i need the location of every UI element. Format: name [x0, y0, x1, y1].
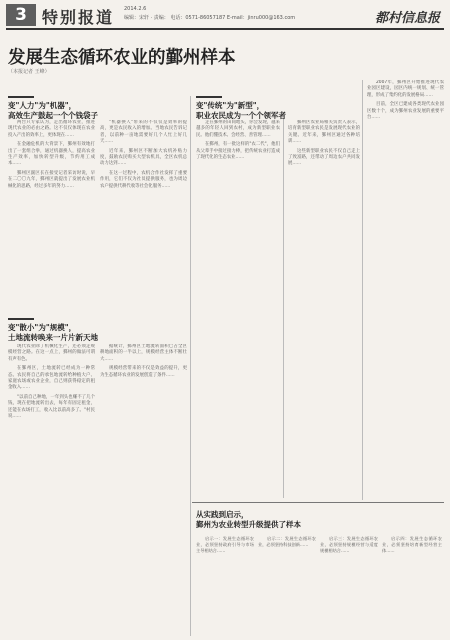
paragraph: 启示三：发展生态循环农业，必须坚持规模经营与适度规模相结合……: [320, 536, 378, 553]
paragraph: 鄞州区副区长在接受记者采访时说，早在二〇〇九年，鄞州区就提出了发展农业机械化的思路，经过多年的努力……: [8, 170, 95, 189]
section-heading-3: [196, 96, 366, 121]
heading-bar: [8, 96, 34, 98]
section-heading-1: [8, 96, 183, 121]
paragraph: 在金融危机的大背景下，鄞州有效地打出了一套组合拳，通过机器换人，提高农业生产效率，加快转型升级，节约用工成本……: [8, 142, 95, 167]
paragraph: 目前，全区已建成各类现代农业园区数十个，成为鄞州农业发展的重要平台……: [367, 102, 444, 121]
column-divider: [362, 80, 363, 500]
conclusion-column-b: [258, 536, 316, 636]
section-1-column-a: [8, 120, 95, 310]
section-heading-line-1: 变"散小"为"规模"，: [8, 323, 77, 332]
section-heading-line-1: 变"人力"为"机器"，: [8, 101, 77, 110]
section-heading-line-2: 高效生产鼓起一个个钱袋子: [8, 111, 98, 120]
paragraph: 规模经营带来的不仅是效益的提升，更为生态循环农业的发展创造了条件……: [100, 366, 187, 378]
conclusion-column-d: [382, 536, 442, 636]
conclusion-heading-line-2: 鄞州为农业转型升级提供了样本: [196, 520, 301, 529]
column-divider: [283, 118, 284, 498]
section-1-column-b: [100, 120, 187, 310]
paragraph: 两台只专家认为，走出循环农业，推进现代农业的必由之路。这不仅仅体现在农业投入产出的效率上，更体现在……: [8, 120, 95, 138]
page-header: [6, 4, 444, 26]
section-3-column-a: [196, 120, 280, 498]
issue-date: 2014.2.6: [124, 6, 147, 12]
conclusion-heading: [196, 510, 441, 530]
heading-bar: [196, 96, 222, 98]
paragraph: 在这一过程中，农机合作社发挥了重要作用，它们不仅为社员提供服务，也为周边农户提供代耕代收等社会化服务……: [100, 170, 187, 189]
section-title: 特别报道: [42, 8, 115, 27]
conclusion-column-a: [196, 536, 254, 636]
paragraph: 启示四：发展生态循环农业，必须坚持培育新型经营主体……: [382, 536, 442, 553]
section-2-column-a: [8, 344, 95, 636]
paragraph: 这些新型职业农民不仅自己走上了致富路，还带动了周边农户共同发展……: [288, 148, 360, 167]
paragraph: 近年来，鄞州区不断加大农机补贴力度，鼓励农民购买大型农机具，全区农机总动力达到……: [100, 148, 187, 167]
paragraph: "以前自己种地，一年到头也赚不了几个钱，现在把地流转出去，每年有固定租金，还能在农场打工，收入比以前高多了。"村民说……: [8, 394, 95, 420]
header-rule: [6, 28, 444, 30]
editor-contact: 编辑：宋轩 · 责编： 电话：0571-86057187 E-mail：jinru000@163.com: [124, 15, 296, 21]
paragraph: 鄞州区农业局相关负责人表示，培育新型职业农民是发展现代农业的关键。近年来，鄞州区通过各种培训……: [288, 120, 360, 145]
section-heading-2: [8, 318, 183, 343]
conclusion-heading-line-1: 从实践到启示，: [196, 510, 249, 519]
section-heading-line-2: 职业农民成为一个个领军者: [196, 111, 286, 120]
paragraph: 走在鄞州的田间地头，你会发现，越来越多的年轻人回到农村，成为新型职业农民。他们懂技术、会经营、善管理……: [196, 120, 280, 138]
page-number: 3: [6, 4, 36, 26]
paragraph: 启示一：发展生态循环农业，必须坚持政府引导与市场主导相结合……: [196, 536, 254, 553]
paragraph: 在鄞州区，土地流转已经成为一种常态。农民将自己的承包地流转给种植大户、家庭农场或农业企业，自己则获得稳定的租金收入……: [8, 366, 95, 391]
section-3-column-b: [288, 120, 360, 498]
article-title: 发展生态循环农业的鄞州样本: [8, 48, 236, 68]
paragraph: "机器换人"带来的不仅仅是效率的提高，更是农民收入的增加。当地农民告诉记者，以前种一亩地需要好几个人忙上好几天……: [100, 120, 187, 145]
section-3-column-c: [367, 80, 444, 498]
paragraph: 现代农业除了机械化生产，还必须走规模经营之路。在这一点上，鄞州的做法可谓有声有色。: [8, 344, 95, 362]
section-heading-line-1: 变"传统"为"新型"，: [196, 101, 265, 110]
paragraph: 2007年，鄞州区开始推进现代农业园区建设，园区内统一规划、统一管理，形成了集约化的发展格局……: [367, 80, 444, 98]
paragraph: 据统计，鄞州区土地流转面积已占全区耕地面积的一半以上，规模经营主体不断壮大……: [100, 344, 187, 362]
reporter-line: （本报记者 王峰）: [8, 69, 50, 75]
section-heading-line-2: 土地流转唤来一片片新天地: [8, 333, 98, 342]
paragraph: 在鄞州，有一批这样的"农二代"，他们从父辈手中接过接力棒，把传统农业打造成了现代化的生态农业……: [196, 142, 280, 161]
column-divider: [190, 96, 191, 636]
heading-bar: [8, 318, 34, 320]
newspaper-name: 都村信息报: [374, 11, 440, 26]
section-2-column-b: [100, 344, 187, 636]
paragraph: 启示二：发展生态循环农业，必须坚持科技创新……: [258, 536, 316, 547]
conclusion-column-c: [320, 536, 378, 636]
